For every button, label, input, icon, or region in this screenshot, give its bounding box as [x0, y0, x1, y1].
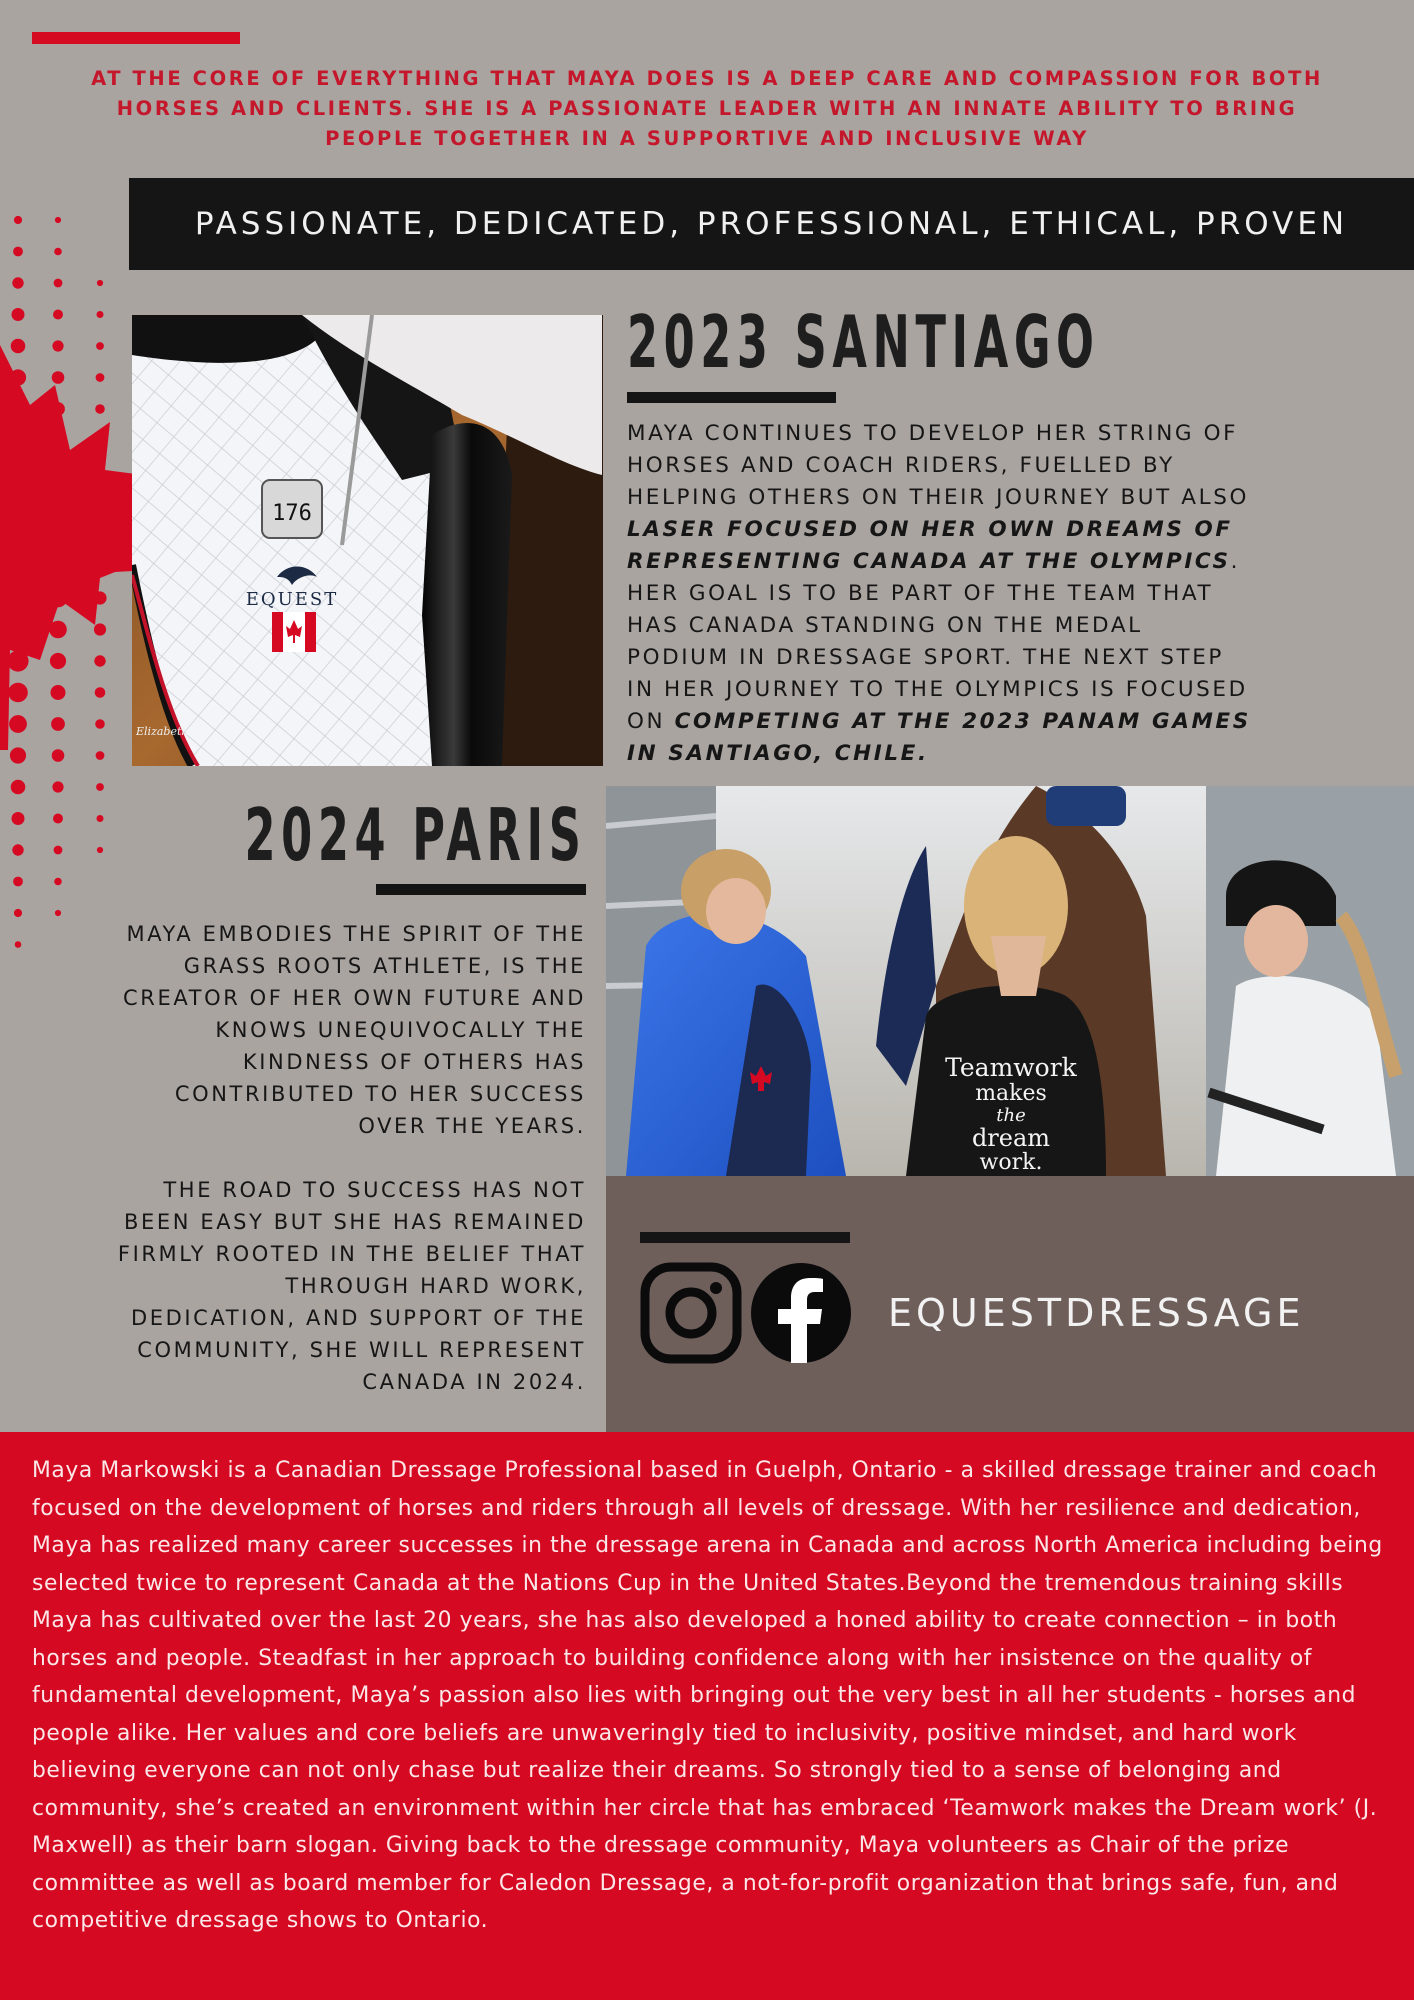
- santiago-emphasis: REPRESENTING CANADA AT THE OLYMPICS: [627, 549, 1231, 574]
- santiago-line: HAS CANADA STANDING ON THE MEDAL: [627, 613, 1143, 638]
- paris-line: KNOWS UNEQUIVOCALLY THE: [215, 1018, 586, 1042]
- santiago-underline: [627, 392, 836, 403]
- photographer-signature: Elizabeth: [136, 725, 189, 738]
- paris-line: MAYA EMBODIES THE SPIRIT OF THE: [126, 922, 586, 946]
- paris-line: KINDNESS OF OTHERS HAS: [242, 1050, 586, 1074]
- shirt-text-line: the: [996, 1105, 1026, 1126]
- top-accent-bar: [32, 32, 240, 44]
- shirt-text-line: work.: [979, 1150, 1043, 1175]
- intro-line: AT THE CORE OF EVERYTHING THAT MAYA DOES IS A DEEP CARE AND COMPASSION FOR BOTH: [91, 67, 1323, 90]
- bio-text: Maya Markowski is a Canadian Dressage Professional based in Guelph, Ontario - a skilled dressage trainer and coach focused on the development of horses and riders through all levels of dressage. With her resilience and dedication, Maya has realized many career successes in the dressage arena in Canada and across North America including being selected twice to represent Canada at the Nations Cup in the United States.Beyond the tremendous training skills Maya has cultivated over the last 20 years, she has also developed a honed ability to create connection – in both horses and people. Steadfast in her approach to building confidence along with her insistence on the quality of fundamental development, Maya’s passion also lies with bringing out the very best in all her students - horses and people alike. Her values and core beliefs are unwaveringly tied to inclusivity, positive mindset, and hard work believing everyone can not only chase but realize their dreams. So strongly tied to a sense of belonging and community, she’s created an environment within her circle that has embraced ‘Teamwork makes the Dream work’ (J. Maxwell) as their barn slogan. Giving back to the dressage community, Maya volunteers as Chair of the prize committee as well as board member for Caledon Dressage, a not-for-profit organization that brings safe, fun, and competitive dressage shows to Ontario.: [32, 1458, 1383, 1933]
- santiago-title: 2023 SANTIAGO: [627, 300, 1100, 384]
- santiago-emphasis: IN SANTIAGO, CHILE.: [627, 741, 929, 766]
- santiago-line: MAYA CONTINUES TO DEVELOP HER STRING OF: [627, 421, 1239, 446]
- instagram-icon[interactable]: [640, 1262, 742, 1364]
- shirt-text-line: makes: [975, 1081, 1047, 1106]
- intro-line: PEOPLE TOGETHER IN A SUPPORTIVE AND INCLUSIVE WAY: [325, 127, 1089, 150]
- santiago-emphasis: COMPETING AT THE 2023 PANAM GAMES: [674, 709, 1251, 734]
- paris-line: CONTRIBUTED TO HER SUCCESS: [174, 1082, 586, 1106]
- values-banner-text: PASSIONATE, DEDICATED, PROFESSIONAL, ETHICAL, PROVEN: [194, 206, 1349, 242]
- paris-line: CREATOR OF HER OWN FUTURE AND: [123, 986, 586, 1010]
- paris-line: OVER THE YEARS.: [358, 1114, 586, 1138]
- intro-line: HORSES AND CLIENTS. SHE IS A PASSIONATE LEADER WITH AN INNATE ABILITY TO BRING: [116, 97, 1298, 120]
- paris-line: CANADA IN 2024.: [362, 1370, 586, 1394]
- paris-paragraph-1: [26, 918, 586, 1142]
- paris-line: GRASS ROOTS ATHLETE, IS THE: [183, 954, 586, 978]
- santiago-line: ON: [627, 709, 675, 734]
- canada-flag-icon: [272, 612, 316, 652]
- social-underline: [640, 1232, 850, 1243]
- paris-title: 2024 PARIS: [244, 793, 586, 877]
- paris-line: DEDICATION, AND SUPPORT OF THE: [130, 1306, 586, 1330]
- team-photo: [606, 786, 1414, 1176]
- saddle-pad-photo: [132, 315, 603, 766]
- santiago-emphasis: LASER FOCUSED ON HER OWN DREAMS OF: [627, 517, 1233, 542]
- santiago-line: HELPING OTHERS ON THEIR JOURNEY BUT ALSO: [627, 485, 1249, 510]
- santiago-line: IN HER JOURNEY TO THE OLYMPICS IS FOCUSED: [627, 677, 1248, 702]
- paris-line: FIRMLY ROOTED IN THE BELIEF THAT: [117, 1242, 586, 1266]
- paris-underline: [376, 884, 586, 895]
- equest-brand-text: EQUEST: [245, 589, 339, 610]
- santiago-line: HORSES AND COACH RIDERS, FUELLED BY: [627, 453, 1175, 478]
- paris-line: COMMUNITY, SHE WILL REPRESENT: [137, 1338, 586, 1362]
- social-handle[interactable]: EQUESTDRESSAGE: [888, 1291, 1305, 1335]
- values-banner: [129, 178, 1414, 270]
- paris-paragraph-2: [26, 1174, 586, 1398]
- facebook-icon[interactable]: [750, 1262, 852, 1364]
- shirt-text-line: Teamwork: [945, 1053, 1077, 1082]
- santiago-line: HER GOAL IS TO BE PART OF THE TEAM THAT: [627, 581, 1214, 606]
- santiago-line: PODIUM IN DRESSAGE SPORT. THE NEXT STEP: [627, 645, 1224, 670]
- intro-statement: [40, 64, 1374, 154]
- santiago-body: [627, 418, 1387, 770]
- paris-line: THE ROAD TO SUCCESS HAS NOT: [163, 1178, 586, 1202]
- santiago-period: .: [1230, 549, 1241, 574]
- paris-line: THROUGH HARD WORK,: [285, 1274, 586, 1298]
- paris-line: BEEN EASY BUT SHE HAS REMAINED: [124, 1210, 586, 1234]
- shirt-text-line: dream: [971, 1124, 1051, 1152]
- competitor-number: 176: [272, 501, 312, 526]
